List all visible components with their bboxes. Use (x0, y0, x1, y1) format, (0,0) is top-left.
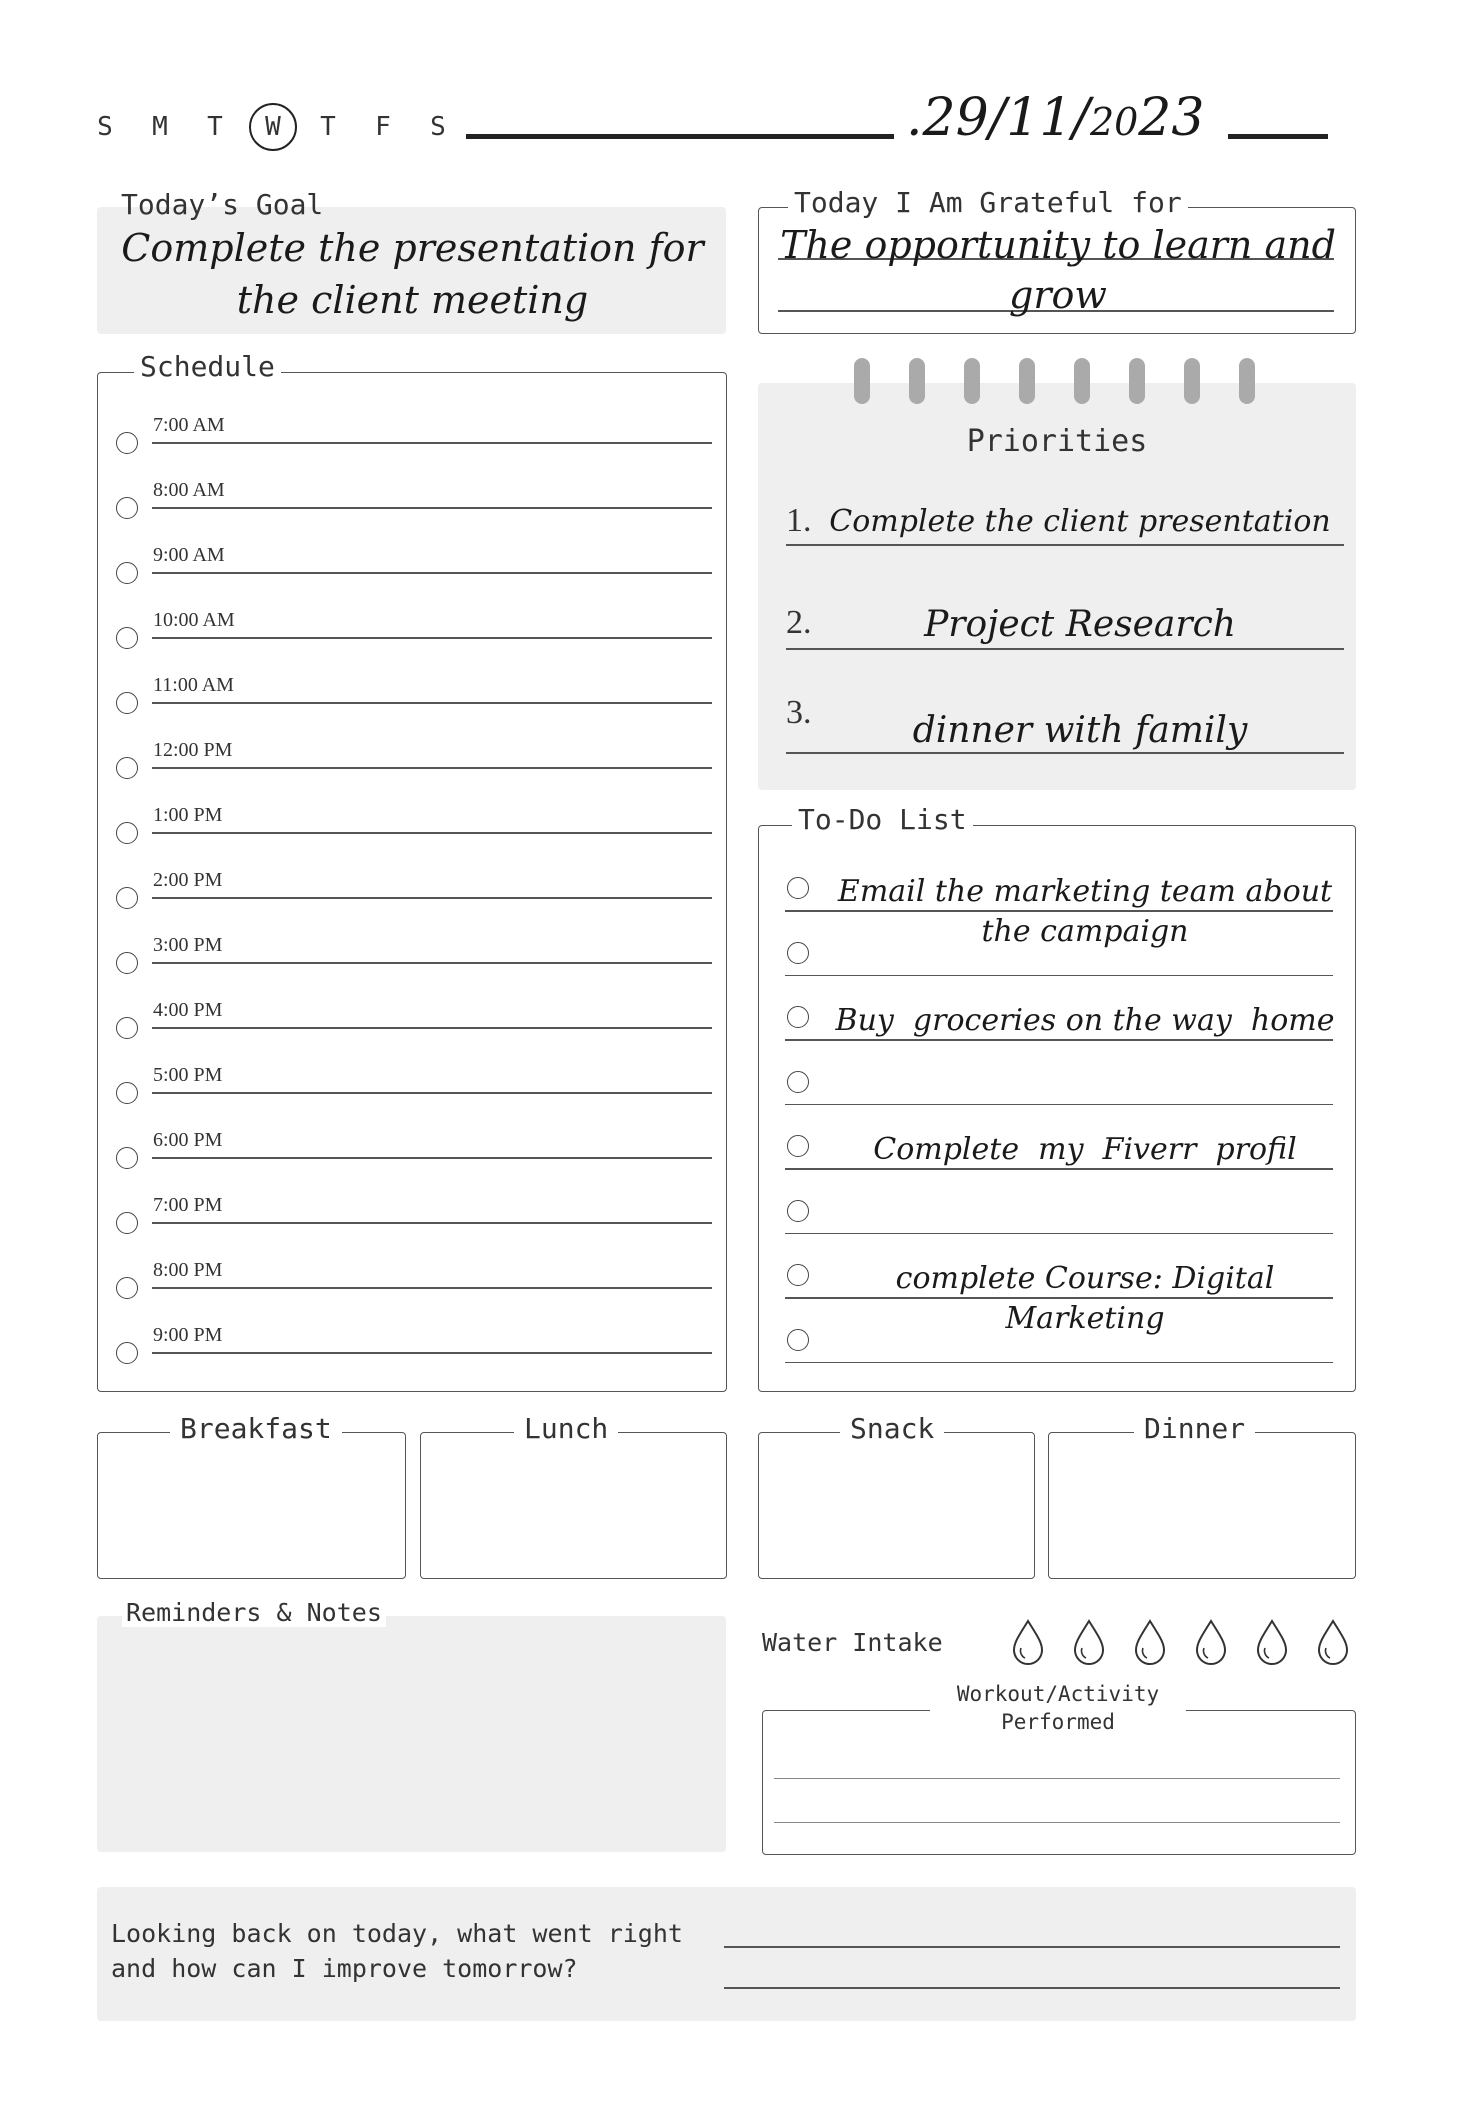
todo-text: Email the marketing team about the campaign (837, 874, 1342, 949)
reflection-line-1: Looking back on today, what went right (111, 1919, 683, 1948)
lunch-label: Lunch (514, 1412, 618, 1445)
schedule-line[interactable] (152, 1352, 712, 1354)
ring-4 (1019, 358, 1035, 404)
schedule-line[interactable] (152, 897, 712, 899)
reflection-line-2: and how can I improve tomorrow? (111, 1954, 578, 1983)
schedule-checkbox[interactable] (116, 1147, 138, 1169)
lunch-box (420, 1432, 727, 1579)
schedule-time: 4:00 PM (153, 999, 223, 1021)
priority-2-number: 2. (786, 604, 812, 641)
todo-checkbox[interactable] (787, 1135, 809, 1157)
todo-checkbox[interactable] (787, 1264, 809, 1286)
workout-label (930, 1680, 1186, 1736)
weekday-sun: S (97, 112, 113, 142)
weekday-sat: S (430, 112, 446, 142)
schedule-checkbox[interactable] (116, 497, 138, 519)
schedule-time: 8:00 AM (153, 479, 225, 501)
header-rule-right (1228, 134, 1328, 139)
priority-2-text: Project Research (924, 604, 1236, 645)
weekday-wed: W (265, 112, 281, 142)
schedule-time: 3:00 PM (153, 934, 223, 956)
date-day: 29 (922, 88, 989, 148)
dinner-box (1048, 1432, 1356, 1579)
water-drop-icon[interactable] (1071, 1618, 1107, 1666)
date-year-suffix: 23 (1138, 88, 1205, 148)
schedule-checkbox[interactable] (116, 1342, 138, 1364)
schedule-line[interactable] (152, 637, 712, 639)
schedule-line[interactable] (152, 1027, 712, 1029)
ring-6 (1129, 358, 1145, 404)
schedule-time: 5:00 PM (153, 1064, 223, 1086)
todo-text: Buy groceries on the way home (835, 1003, 1335, 1038)
date-month: 11 (1006, 88, 1073, 148)
selected-day-circle (249, 103, 297, 151)
schedule-line[interactable] (152, 767, 712, 769)
water-drop-icon[interactable] (1132, 1618, 1168, 1666)
schedule-checkbox[interactable] (116, 1017, 138, 1039)
schedule-checkbox[interactable] (116, 822, 138, 844)
priority-3-number: 3. (786, 694, 812, 731)
water-drop-icon[interactable] (1315, 1618, 1351, 1666)
breakfast-box (97, 1432, 406, 1579)
workout-label-line-2: Performed (1001, 1710, 1115, 1734)
goal-label: Today’s Goal (121, 188, 324, 221)
priority-3-text: dinner with family (912, 710, 1248, 751)
schedule-checkbox[interactable] (116, 757, 138, 779)
weekday-fri: F (375, 112, 391, 142)
todo-line[interactable] (785, 1362, 1333, 1364)
schedule-line[interactable] (152, 962, 712, 964)
todo-text: Complete my Fiverr profil (873, 1132, 1297, 1167)
schedule-checkbox[interactable] (116, 1277, 138, 1299)
todo-checkbox[interactable] (787, 1200, 809, 1222)
grateful-text: The opportunity to learn and grow (780, 223, 1336, 317)
grateful-label: Today I Am Grateful for (788, 186, 1188, 219)
schedule-line[interactable] (152, 572, 712, 574)
priorities-label: Priorities (966, 424, 1148, 459)
schedule-time: 1:00 PM (153, 804, 223, 826)
schedule-checkbox[interactable] (116, 692, 138, 714)
snack-label: Snack (840, 1412, 944, 1445)
todo-line[interactable] (785, 975, 1333, 977)
todo-checkbox[interactable] (787, 942, 809, 964)
schedule-label: Schedule (134, 350, 281, 383)
ring-5 (1074, 358, 1090, 404)
dinner-label: Dinner (1134, 1412, 1255, 1445)
workout-label-line-1: Workout/Activity (956, 1682, 1160, 1706)
schedule-line[interactable] (152, 1092, 712, 1094)
weekday-thu: T (320, 112, 336, 142)
schedule-time: 12:00 PM (153, 739, 233, 761)
schedule-line[interactable] (152, 507, 712, 509)
todo-line[interactable] (785, 1233, 1333, 1235)
schedule-checkbox[interactable] (116, 1212, 138, 1234)
reflection-prompt (111, 1916, 683, 1986)
schedule-checkbox[interactable] (116, 627, 138, 649)
date-year-prefix: 20 (1089, 100, 1139, 144)
schedule-time: 8:00 PM (153, 1259, 223, 1281)
schedule-time: 6:00 PM (153, 1129, 223, 1151)
schedule-line[interactable] (152, 702, 712, 704)
priority-2-line (786, 648, 1344, 650)
ring-1 (854, 358, 870, 404)
todo-label: To-Do List (792, 803, 973, 836)
schedule-checkbox[interactable] (116, 432, 138, 454)
reflection-write-line-2[interactable] (724, 1987, 1340, 1989)
breakfast-label: Breakfast (170, 1412, 342, 1445)
water-drop-icon[interactable] (1193, 1618, 1229, 1666)
schedule-time: 10:00 AM (153, 609, 235, 631)
todo-line[interactable] (785, 1104, 1333, 1106)
schedule-time: 9:00 PM (153, 1324, 223, 1346)
schedule-time: 11:00 AM (153, 674, 234, 696)
priority-1-line (786, 544, 1344, 546)
schedule-line[interactable] (152, 442, 712, 444)
schedule-line[interactable] (152, 1222, 712, 1224)
weekday-mon: M (152, 112, 168, 142)
priority-1-text: Complete the client presentation (829, 504, 1331, 539)
schedule-time: 9:00 AM (153, 544, 225, 566)
water-drop-icon[interactable] (1010, 1618, 1046, 1666)
schedule-checkbox[interactable] (116, 887, 138, 909)
date-display (906, 88, 1204, 148)
todo-checkbox[interactable] (787, 877, 809, 899)
todo-checkbox[interactable] (787, 1071, 809, 1093)
weekday-tue: T (207, 112, 223, 142)
todo-text: complete Course: Digital Marketing (895, 1261, 1284, 1336)
header-rule-left (466, 134, 894, 139)
date-dot: . (906, 88, 923, 148)
workout-line-1 (774, 1778, 1340, 1779)
ring-2 (909, 358, 925, 404)
todo-checkbox[interactable] (787, 1329, 809, 1351)
priority-3-line (786, 752, 1344, 754)
schedule-time: 2:00 PM (153, 869, 223, 891)
water-drop-icon[interactable] (1254, 1618, 1290, 1666)
todo-checkbox[interactable] (787, 1006, 809, 1028)
schedule-checkbox[interactable] (116, 562, 138, 584)
schedule-line[interactable] (152, 832, 712, 834)
schedule-line[interactable] (152, 1157, 712, 1159)
priority-1-number: 1. (786, 502, 812, 539)
schedule-time: 7:00 PM (153, 1194, 223, 1216)
notes-label: Reminders & Notes (122, 1598, 386, 1627)
date-slash-1: / (988, 88, 1007, 148)
ring-8 (1239, 358, 1255, 404)
date-slash-2: / (1072, 88, 1090, 148)
goal-text: Complete the presentation for the client meeting (121, 226, 704, 322)
water-label: Water Intake (762, 1628, 943, 1657)
ring-3 (964, 358, 980, 404)
schedule-checkbox[interactable] (116, 952, 138, 974)
ring-7 (1184, 358, 1200, 404)
workout-line-2 (774, 1822, 1340, 1823)
schedule-checkbox[interactable] (116, 1082, 138, 1104)
snack-box (758, 1432, 1035, 1579)
reflection-write-line-1[interactable] (724, 1946, 1340, 1948)
schedule-line[interactable] (152, 1287, 712, 1289)
schedule-time: 7:00 AM (153, 414, 225, 436)
notes-panel[interactable] (97, 1616, 726, 1852)
